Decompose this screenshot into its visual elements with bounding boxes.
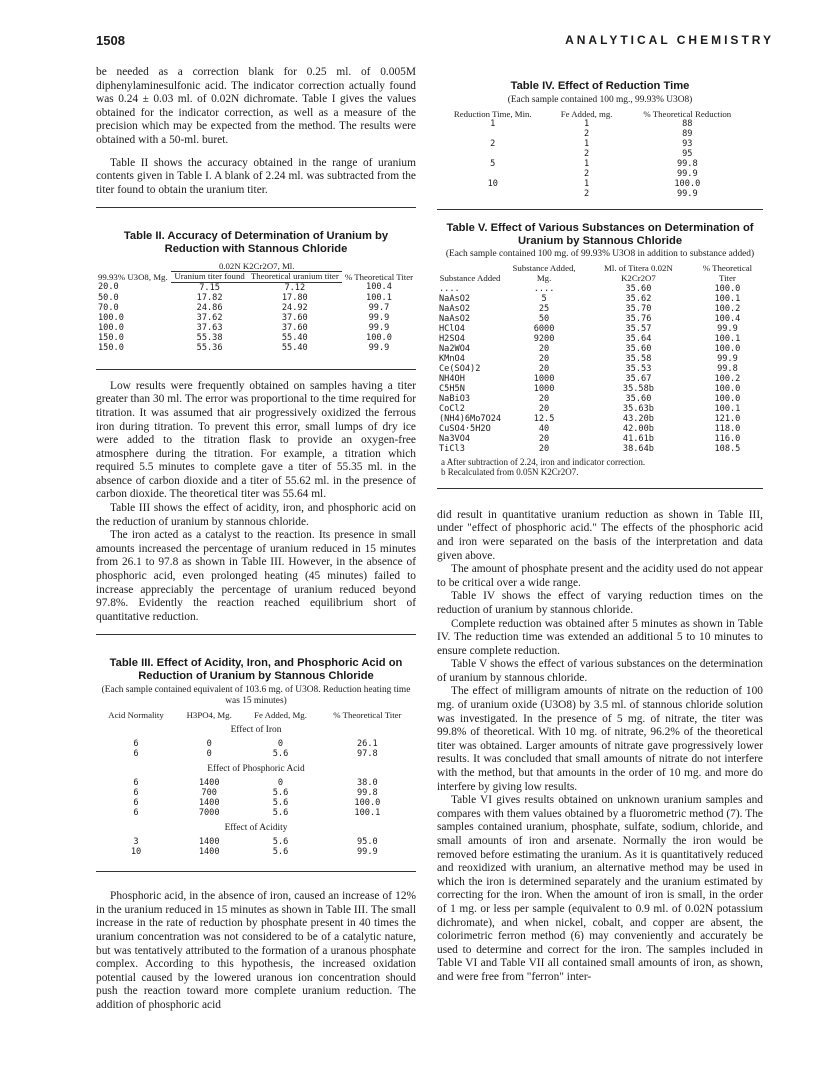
- table5-cell: 35.63b: [622, 403, 654, 414]
- table5-cell: 6000: [533, 323, 555, 334]
- table4-cell: 99.8: [676, 159, 698, 170]
- table5-cell: 35.67: [625, 373, 652, 384]
- table5-body: [437, 284, 763, 454]
- table2-cell: 37.60: [281, 312, 308, 323]
- table2-cell: 7.15: [199, 282, 220, 293]
- table5-cell: 35.62: [625, 293, 652, 304]
- right-column: [437, 80, 763, 985]
- table4-cell: 100.0: [674, 179, 701, 190]
- table2-cell: 55.40: [281, 332, 308, 343]
- table4-row: [437, 179, 750, 189]
- table2-cell: 24.86: [196, 302, 223, 313]
- table3-cell: 26.1: [357, 739, 378, 750]
- table5-cell: 100.2: [714, 303, 741, 314]
- table3-group-row: [96, 720, 416, 739]
- table3-cell: 6: [133, 739, 139, 750]
- table5-cell: 35.60: [625, 393, 652, 404]
- table4-cell: 1: [584, 159, 590, 170]
- table4-row: [437, 129, 750, 139]
- table3-group-label: Effect of Acidity: [224, 823, 288, 834]
- table3-cell: 6: [133, 778, 139, 789]
- table5-cell: 99.9: [717, 353, 738, 364]
- table5-cell: NaBiO3: [439, 393, 471, 404]
- table3-row: [96, 788, 416, 798]
- table4-cell: 2: [584, 169, 590, 180]
- table5-row: [437, 394, 763, 404]
- table3-intro-paragraph: Table III shows the effect of acidity, iron, and phosphoric acid on the reduction of uranium by stannous chloride.: [96, 502, 416, 528]
- table4-cell: [437, 189, 549, 199]
- table2-cell: 100.0: [366, 332, 392, 343]
- table3-cell: 700: [201, 788, 217, 799]
- table4-cell: 1: [490, 119, 496, 130]
- table5-row: [437, 294, 763, 304]
- table5-cell: TiCl3: [439, 443, 465, 454]
- table2-row: [96, 293, 416, 303]
- table5-cell: 100.0: [714, 393, 741, 404]
- table3-row: [96, 739, 416, 749]
- table5-cell: 20: [538, 403, 550, 414]
- table3-col-pct: % Theoretical Titer: [333, 709, 402, 720]
- table3: [96, 657, 416, 857]
- table3-cell: 1400: [198, 837, 220, 848]
- table5-cell: 35.57: [625, 323, 652, 334]
- table5-cell: 5: [541, 293, 547, 304]
- table2-cell: 150.0: [98, 332, 124, 343]
- table5-cell: 100.0: [714, 283, 741, 294]
- table5-row: [437, 304, 763, 314]
- table5-cell: NaAsO2: [439, 293, 471, 304]
- table5-cell: 100.1: [714, 293, 741, 304]
- table3-col-fe: Fe Added, Mg.: [254, 709, 307, 720]
- table4-cell: 5: [490, 159, 496, 170]
- table5-cell: 100.1: [714, 403, 741, 414]
- table5-cell: NaAsO2: [439, 303, 471, 314]
- table3-row: [96, 847, 416, 857]
- table4-cell: 2: [584, 129, 590, 140]
- table5-cell: Ce(SO4)2: [439, 363, 481, 374]
- table5-cell: 38.64b: [622, 443, 654, 454]
- divider: [96, 207, 416, 208]
- table5-cell: 41.61b: [622, 433, 654, 444]
- table5-row: [437, 404, 763, 414]
- table4-cell: 10: [487, 179, 498, 190]
- nitrate-paragraph: The effect of milligram amounts of nitrate on the reduction of 100 mg. of uranium oxide (U3O8) by 3.5 ml. of stannous chloride solution was investigated. In the presence of 5 mg. of nitrate, the titer was 99.8% of theoretical. With 10 mg. of nitrate, 96.2% of the theoretical titer was obtained. Larger amounts of nitrate gave progressively lower results. It was concluded that small amounts of nitrate do not interfere with the method, but that amounts in the order of 10 mg. and more do interfere by giving low results.: [437, 685, 763, 793]
- table5-cell: 1000: [533, 373, 555, 384]
- table5-row: [437, 384, 763, 394]
- table2-cell: 100.1: [366, 292, 392, 303]
- table2-cell: 7.12: [284, 282, 306, 293]
- table4-cell: 93: [682, 139, 693, 150]
- table5-cell: 116.0: [714, 433, 741, 444]
- table5-row: [437, 334, 763, 344]
- table5-cell: ....: [533, 283, 555, 294]
- table4-cell: 1: [584, 139, 590, 150]
- complete-reduction-paragraph: Complete reduction was obtained after 5 minutes as shown in Table IV. The reduction time was extended an additional 5 to 10 minutes to ensure complete reduction.: [437, 617, 763, 657]
- divider: [96, 634, 416, 635]
- table5-row: [437, 344, 763, 354]
- table3-cell: 0: [206, 739, 212, 750]
- table3-note: (Each sample contained equivalent of 103.6 mg. of U3O8. Reduction heating time was 15 minutes): [101, 684, 411, 706]
- left-column: [96, 66, 416, 1013]
- table4-cell: 2: [584, 189, 590, 200]
- table3-group-label: Effect of Phosphoric Acid: [207, 764, 305, 775]
- table4-row: [437, 169, 750, 179]
- table5-cell: 99.9: [717, 323, 738, 334]
- table4-cell: [437, 169, 549, 179]
- table3-cell: 100.0: [354, 798, 381, 809]
- phosphoric-paragraph: Phosphoric acid, in the absence of iron, caused an increase of 12% in the uranium reduced in 15 minutes as shown in Table III. The small increase in the rate of reduction by phosphate present in 40 times the uranium concentration was not considered to be of a catalytic nature, but was tentatively attributed to the formation of a uranous phosphate complex. According to this hypothesis, the increased oxidation potential caused by the lowered uranous ion concentration should push the reaction toward more complete uranium reduction. The addition of phosphoric acid: [96, 890, 416, 1011]
- table4-row: [437, 189, 750, 199]
- phosphate-paragraph: The amount of phosphate present and the acidity used do not appear to be critical over a wide range.: [437, 563, 763, 589]
- table4-row: [437, 139, 750, 149]
- table3-col-h3po4: H3PO4, Mg.: [186, 709, 232, 720]
- divider: [96, 871, 416, 872]
- table3-cell: 1400: [198, 798, 220, 809]
- table5-note: (Each sample contained 100 mg. of 99.93% U3O8 in addition to substance added): [445, 249, 755, 260]
- table3-cell: 5.6: [272, 798, 289, 809]
- table5-cell: 35.60: [625, 283, 652, 294]
- table4-body: [437, 119, 750, 199]
- table3-title: Table III. Effect of Acidity, Iron, and Phosphoric Acid on Reduction of Uranium by Stannous Chloride: [109, 657, 403, 682]
- table2-row: [96, 303, 416, 313]
- table3-cell: 97.8: [357, 749, 378, 760]
- table5-row: [437, 434, 763, 444]
- table4-row: [437, 149, 750, 159]
- table2-cell: 50.0: [98, 292, 119, 303]
- table3-cell: 38.0: [357, 778, 378, 789]
- table5-cell: C5H5N: [439, 383, 465, 394]
- table3-cell: 5.6: [272, 847, 289, 858]
- table2-cell: 37.60: [281, 322, 308, 333]
- table2-col-pct: % Theoretical Titer: [344, 271, 414, 282]
- table4-note: (Each sample contained 100 mg., 99.93% U3O8): [507, 94, 693, 105]
- table2-cell: 20.0: [98, 282, 119, 293]
- table2-col-found: Uranium titer found: [171, 272, 247, 283]
- table3-grid: [96, 711, 416, 858]
- divider: [437, 209, 763, 210]
- iron-catalyst-paragraph: The iron acted as a catalyst to the reaction. Its presence in small amounts increased the percentage of uranium reduced in 15 minutes from 26.1 to 97.8 as shown in Table III. However, in the absence of phosphoric acid, even prolonged heating (45 minutes) failed to increase appreciably the percentage of uranium reduced beyond 97.8%. Evidently the reaction reached equilibrium short of quantitative reduction.: [96, 529, 416, 623]
- table3-row: [96, 808, 416, 818]
- table5-cell: 35.60: [625, 343, 652, 354]
- table5-row: [437, 424, 763, 434]
- table5-cell: 35.76: [625, 313, 652, 324]
- table5-cell: CuSO4·5H2O: [439, 423, 491, 434]
- table2-cell: 100.0: [98, 312, 124, 323]
- table3-cell: 7000: [198, 808, 220, 819]
- table3-cell: 3: [133, 837, 139, 848]
- table3-row: [96, 749, 416, 759]
- table2-intro-paragraph: Table II shows the accuracy obtained in the range of uranium contents given in Table I. A blank of 2.24 ml. was subtracted from the titer found to obtain the uranium titer.: [96, 156, 416, 196]
- table5-cell: 35.58: [625, 353, 652, 364]
- table5-footnote-b: b Recalculated from 0.05N K2Cr2O7.: [441, 467, 579, 478]
- low-results-paragraph: Low results were frequently obtained on samples having a titer greater than 30 ml. The error was proportional to the time required for titration. It was assumed that air progressively oxidized the ferrous iron during titration. To prevent this error, small lumps of dry ice were added to the titration flask to provide an oxygen-free atmosphere during the titration. For example, a titration which required 5.5 minutes to complete gave a titer of 55.35 ml. in the absence of carbon dioxide and a titer of 55.62 ml. in the presence of carbon dioxide. The theoretical titer was 55.64 ml.: [96, 379, 416, 501]
- table5-cell: NH4OH: [439, 373, 465, 384]
- table4-cell: 1: [584, 119, 590, 130]
- table5-cell: 100.0: [714, 343, 741, 354]
- table5-title: Table V. Effect of Various Substances on Determination of Uranium by Stannous Chloride: [446, 222, 754, 247]
- table2-cell: 24.92: [281, 302, 308, 313]
- table5-cell: 20: [538, 363, 550, 374]
- table5-cell: 99.8: [717, 363, 738, 374]
- table5-row: [437, 324, 763, 334]
- table4-cell: 1: [584, 179, 590, 190]
- table3-cell: 6: [133, 749, 139, 760]
- table3-row: [96, 837, 416, 847]
- table2-cell: 100.4: [366, 282, 392, 293]
- table3-cell: 1400: [198, 778, 220, 789]
- table5-cell: 43.20b: [622, 413, 654, 424]
- table5-row: [437, 284, 763, 294]
- table4-paragraph: Table IV shows the effect of varying reduction times on the reduction of uranium by stannous chloride.: [437, 590, 763, 616]
- table3-col-acid: Acid Normality: [108, 709, 164, 720]
- table3-cell: 5.6: [272, 788, 289, 799]
- table3-group-row: [96, 759, 416, 778]
- table3-row: [96, 778, 416, 788]
- table5-cell: CoCl2: [439, 403, 465, 414]
- table2-cell: 17.82: [196, 292, 223, 303]
- table2-cell: 55.36: [196, 342, 223, 353]
- table3-group-label: Effect of Iron: [230, 725, 282, 736]
- table3-cell: 5.6: [272, 808, 289, 819]
- table2-title: Table II. Accuracy of Determination of Uranium by Reduction with Stannous Chloride: [123, 230, 389, 255]
- table5-row: [437, 374, 763, 384]
- table2-cell: 70.0: [98, 302, 119, 313]
- table5-cell: 100.0: [714, 383, 741, 394]
- table4-title: Table IV. Effect of Reduction Time: [510, 80, 690, 92]
- table3-row: [96, 798, 416, 808]
- table2-cell: 55.38: [196, 332, 223, 343]
- table3-cell: 6: [133, 808, 139, 819]
- table5-col-pct: % Theoretical Titer: [702, 263, 753, 283]
- table5-cell: 20: [538, 433, 550, 444]
- table3-cell: 100.1: [354, 808, 381, 819]
- table5-cell: Na2WO4: [439, 343, 471, 354]
- table5-cell: 1000: [533, 383, 555, 394]
- table2-cell: 99.9: [368, 312, 390, 323]
- table5-cell: 9200: [533, 333, 555, 344]
- table5-col-titer: Ml. of Titera 0.02N K2Cr2O7: [604, 263, 673, 283]
- table5-cell: 40: [538, 423, 550, 434]
- table5-grid: [437, 264, 763, 453]
- table5-cell: 35.58b: [622, 383, 654, 394]
- table4-cell: 99.9: [676, 169, 698, 180]
- table2-col-u3o8: 99.93% U3O8, Mg.: [98, 271, 168, 282]
- table2-col-theo: Theoretical uranium titer: [248, 272, 342, 283]
- table3-cell: 0: [206, 749, 212, 760]
- table5-cell: Na3VO4: [439, 433, 471, 444]
- table2-group-header: 0.02N K2Cr2O7, Ml.: [171, 262, 341, 272]
- table2-row: [96, 282, 416, 293]
- table3-cell: 99.8: [357, 788, 378, 799]
- table2-cell: 99.9: [368, 342, 390, 353]
- table5-cell: NaAsO2: [439, 313, 471, 324]
- table3-cell: 6: [133, 798, 139, 809]
- table5-cell: 20: [538, 353, 550, 364]
- table5-row: [437, 444, 763, 454]
- table4-cell: 88: [682, 119, 693, 130]
- table2-row: [96, 323, 416, 333]
- table5-cell: 121.0: [714, 413, 741, 424]
- table2-cell: 37.62: [196, 312, 223, 323]
- table2-cell: 55.40: [281, 342, 308, 353]
- table5-cell: HClO4: [439, 323, 465, 334]
- table5-cell: 118.0: [714, 423, 741, 434]
- table5-cell: 100.1: [714, 333, 741, 344]
- table5-cell: ....: [439, 283, 460, 294]
- table4-row: [437, 159, 750, 169]
- table2-cell: 100.0: [98, 322, 124, 333]
- divider: [96, 369, 416, 370]
- table3-cell: 6: [133, 788, 139, 799]
- continuation-paragraph: did result in quantitative uranium reduction as shown in Table III, under "effect of phosphoric acid." The effects of the phosphoric acid and iron were separated on the basis of the interpretation and data given above.: [437, 508, 763, 562]
- table4-cell: [437, 129, 549, 139]
- table5-cell: 25: [538, 303, 550, 314]
- table5-cell: H2SO4: [439, 333, 465, 344]
- table5-cell: 108.5: [714, 443, 741, 454]
- table2-cell: 150.0: [98, 342, 124, 353]
- table2-row: [96, 343, 416, 353]
- table4: [437, 80, 763, 199]
- table4-grid: [437, 110, 750, 200]
- table6-paragraph: Table VI gives results obtained on unknown uranium samples and compares with them values obtained by a fluorometric method (7). The samples contained uranium, phosphate, sulfate, sodium, chloride, and small amounts of iron and arsenate. Normally the iron would be removed before estimating the uranium. As it is quantitatively reduced and reoxidized with uranium, an alternative method may be used in which the iron is determined separately and the uranium estimated by correcting for the iron. When the amount of iron is small, in the order of 1 mg. or less per sample (equivalent to 0.9 ml. of 0.02N potassium dichromate), and when nickel, cobalt, and copper are absent, the colorimetric ferron method (6) may conveniently and accurately be used to determine and correct for the iron. The samples included in Table VI and Table VII all contained small amounts of iron, as shown, and were free from "ferron" inter-: [437, 794, 763, 983]
- table4-col-time: Reduction Time, Min.: [453, 108, 532, 119]
- table5-cell: 100.4: [714, 313, 741, 324]
- table5: [437, 222, 763, 478]
- page-header: [96, 33, 774, 51]
- table4-col-pct: % Theoretical Reduction: [643, 108, 732, 119]
- right-body-text: [437, 509, 763, 985]
- table5-cell: 20: [538, 393, 550, 404]
- table3-cell: 10: [130, 847, 142, 858]
- table4-cell: 95: [682, 149, 693, 160]
- table5-col-sub: Substance Added: [439, 272, 501, 283]
- table4-cell: 89: [682, 129, 693, 140]
- page-number: 1508: [96, 33, 125, 48]
- table2-cell: 17.80: [281, 292, 308, 303]
- table5-cell: 100.2: [714, 373, 741, 384]
- table2: [96, 230, 416, 352]
- table5-col-mg: Substance Added, Mg.: [512, 263, 576, 283]
- table5-footnote-a: a After subtraction of 2.24, iron and indicator correction.: [441, 456, 646, 467]
- table3-body: [96, 720, 416, 857]
- table5-cell: 35.64: [625, 333, 652, 344]
- table2-cell: 99.9: [368, 322, 390, 333]
- table5-row: [437, 364, 763, 374]
- table5-cell: KMnO4: [439, 353, 465, 364]
- table3-cell: 95.0: [357, 837, 378, 848]
- table5-cell: 20: [538, 443, 550, 454]
- table5-cell: 42.00b: [622, 423, 654, 434]
- table4-cell: 2: [490, 139, 496, 150]
- intro-paragraph: be needed as a correction blank for 0.25 ml. of 0.005M diphenylaminesulfonic acid. The indicator correction actually found was 0.24 ± 0.03 ml. of 0.02N dichromate. Table I gives the values obtained for the indicator correction, as well as a measure of the precision which may be expected from the method. The results were obtained with a 50-ml. buret.: [96, 66, 416, 146]
- table4-cell: [437, 149, 549, 159]
- table5-paragraph: Table V shows the effect of various substances on the determination of uranium by stannous chloride.: [437, 658, 763, 684]
- table5-row: [437, 314, 763, 324]
- table5-cell: (NH4)6Mo7O24: [439, 413, 502, 424]
- journal-title: ANALYTICAL CHEMISTRY: [565, 33, 774, 47]
- table4-cell: 99.9: [676, 189, 698, 200]
- table4-row: [437, 119, 750, 129]
- table5-row: [437, 354, 763, 364]
- table2-grid: [96, 262, 416, 353]
- table2-row: [96, 313, 416, 323]
- table2-cell: 99.7: [368, 302, 390, 313]
- table3-group-row: [96, 818, 416, 837]
- table3-cell: 0: [277, 739, 284, 750]
- table3-cell: 5.6: [272, 749, 289, 760]
- table3-cell: 5.6: [272, 837, 289, 848]
- divider: [437, 488, 763, 489]
- table5-cell: 12.5: [533, 413, 555, 424]
- table5-cell: 50: [538, 313, 550, 324]
- table3-cell: 99.9: [357, 847, 378, 858]
- table4-cell: 2: [584, 149, 590, 160]
- table2-body: [96, 282, 416, 353]
- table5-cell: 35.70: [625, 303, 652, 314]
- table5-cell: 20: [538, 343, 550, 354]
- table5-row: [437, 414, 763, 424]
- table5-cell: 35.53: [625, 363, 652, 374]
- table4-col-fe: Fe Added, mg.: [560, 108, 613, 119]
- table2-cell: 37.63: [196, 322, 223, 333]
- table3-cell: 1400: [198, 847, 220, 858]
- table2-row: [96, 333, 416, 343]
- table3-cell: 0: [277, 778, 284, 789]
